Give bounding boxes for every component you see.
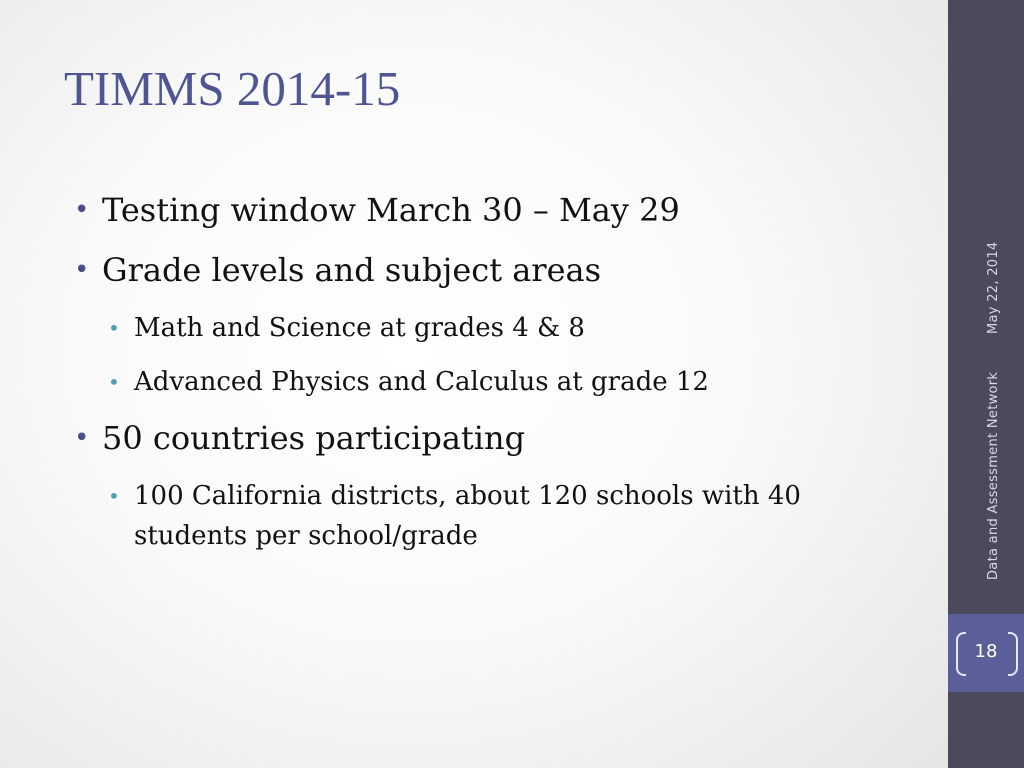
bullet-list — [72, 188, 892, 570]
bullet-text: 50 countries participating — [102, 419, 526, 457]
bullet-text: 100 California districts, about 120 schools with 40 students per school/grade — [134, 481, 801, 551]
bullet-text: Testing window March 30 – May 29 — [102, 191, 680, 229]
sub-bullet-item — [72, 362, 892, 402]
page-number-box — [948, 614, 1024, 692]
slide-date: May 22, 2014 — [986, 241, 1001, 334]
bullet-item — [72, 416, 892, 460]
slide-title: TIMMS 2014-15 — [64, 61, 401, 116]
sub-bullet-dot-icon: • — [108, 316, 120, 340]
sub-bullet-item — [72, 308, 892, 348]
footer-text: Data and Assessment Network — [986, 371, 1001, 580]
sub-bullet-dot-icon: • — [108, 484, 120, 508]
bullet-dot-icon: • — [74, 195, 90, 225]
bullet-text: Math and Science at grades 4 & 8 — [134, 313, 585, 343]
bullet-text: Advanced Physics and Calculus at grade 12 — [134, 367, 709, 397]
bullet-dot-icon: • — [74, 255, 90, 285]
sidebar-text-area — [948, 0, 1024, 600]
sub-bullet-item — [72, 476, 892, 556]
bullet-dot-icon: • — [74, 423, 90, 453]
bullet-item — [72, 248, 892, 292]
bullet-item — [72, 188, 892, 232]
page-number: 18 — [974, 641, 998, 662]
sub-bullet-dot-icon: • — [108, 370, 120, 394]
bullet-text: Grade levels and subject areas — [102, 251, 602, 289]
